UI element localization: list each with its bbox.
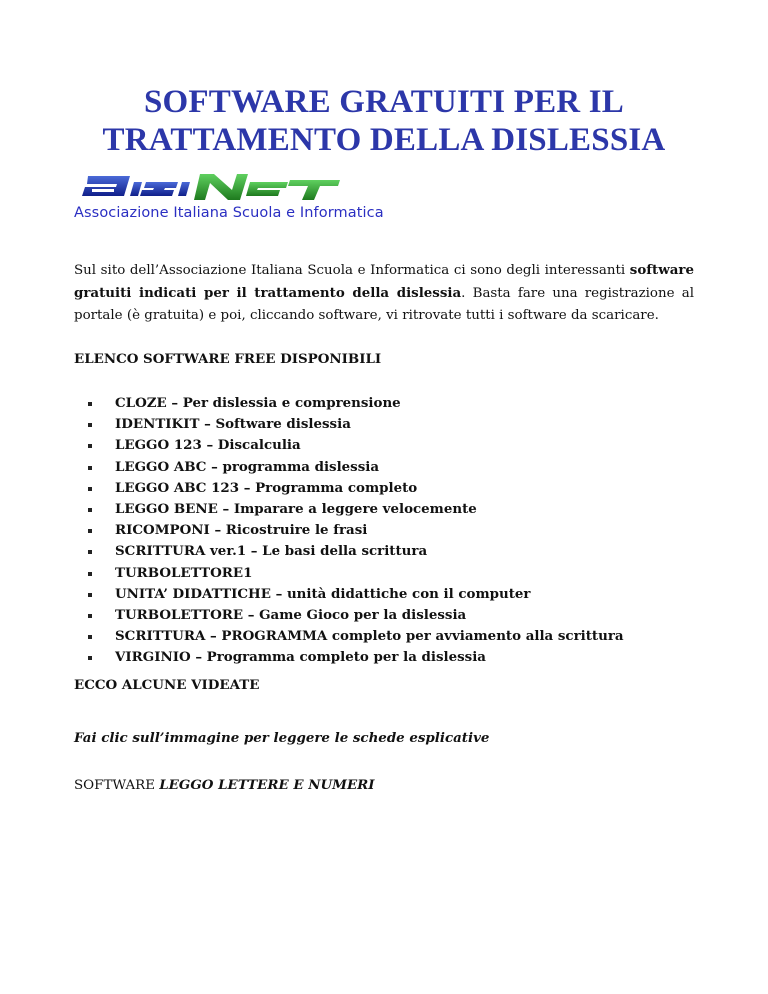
software-name: UNITA’ DIDATTICHE [115, 585, 271, 602]
screens-heading: ECCO ALCUNE VIDEATE [74, 677, 260, 693]
software-desc: – Programma completo per la dislessia [190, 649, 486, 666]
bullet-icon [88, 529, 92, 533]
software-desc: – Software dislessia [199, 416, 351, 433]
intro-bold: software gratuiti indicati per il trattamento della dislessia [74, 262, 694, 301]
software-name: IDENTIKIT [115, 416, 200, 433]
software-desc: – programma dislessia [206, 458, 380, 475]
bullet-icon [88, 614, 92, 618]
bullet-icon [88, 466, 92, 470]
bullet-icon [88, 550, 92, 554]
software-name: VIRGINIO [115, 649, 191, 666]
intro-text-2: . Basta fare una registrazione al portale (è gratuita) e poi, cliccando software, vi ritrovate tutti i software da scaricare. [74, 286, 694, 323]
software-desc: – Le basi della scrittura [246, 543, 428, 560]
software-name: TURBOLETTORE [115, 606, 244, 623]
logo-subtitle: Associazione Italiana Scuola e Informatica [74, 205, 384, 221]
bullet-icon [88, 593, 92, 597]
software-desc: PROGRAMMA completo per avviamento alla scrittura [221, 628, 624, 645]
software-name: LEGGO BENE [115, 500, 218, 517]
bullet-icon [88, 572, 92, 576]
software-name: LEGGO ABC [115, 458, 207, 475]
bullet-icon [88, 635, 92, 639]
software-desc: – Discalculia [201, 437, 301, 454]
software-desc: – Programma completo [239, 479, 418, 496]
software-caption-label: SOFTWARE [74, 778, 160, 793]
bullet-icon [88, 487, 92, 491]
software-caption [74, 777, 375, 793]
intro-text-1: Sul sito dell’Associazione Italiana Scuola e Informatica ci sono degli interessanti [74, 263, 630, 278]
software-caption-title[interactable]: LEGGO LETTERE E NUMERI [159, 777, 375, 793]
software-desc: – Game Gioco per la dislessia [243, 606, 467, 623]
aisinet-logo [74, 170, 404, 225]
software-name: LEGGO ABC 123 [115, 479, 240, 496]
software-list-heading: ELENCO SOFTWARE FREE DISPONIBILI [74, 351, 382, 367]
click-note[interactable]: Fai clic sull’immagine per leggere le schede esplicative [74, 730, 490, 746]
bullet-icon [88, 423, 92, 427]
software-desc: – Imparare a leggere velocemente [217, 500, 477, 517]
bullet-icon [88, 402, 92, 406]
software-desc: – Ricostruire le frasi [209, 522, 368, 539]
title-line-2: TRATTAMENTO DELLA DISLESSIA [102, 122, 666, 158]
software-name: RICOMPONI [115, 522, 210, 539]
bullet-icon [88, 508, 92, 512]
title-line-1: SOFTWARE GRATUITI PER IL [143, 84, 625, 120]
software-desc: – Per dislessia e comprensione [166, 395, 401, 411]
software-name: SCRITTURA – [115, 628, 222, 645]
software-name: SCRITTURA ver.1 [115, 543, 247, 560]
software-name: LEGGO 123 [115, 437, 202, 454]
software-name: CLOZE [115, 395, 167, 411]
aisinet-logo-graphic [74, 170, 344, 206]
software-name: TURBOLETTORE1 [115, 564, 253, 581]
software-desc: – unità didattiche con il computer [270, 585, 531, 602]
intro-paragraph [74, 259, 694, 327]
page-title [40, 83, 728, 159]
bullet-icon [88, 656, 92, 660]
bullet-icon [88, 444, 92, 448]
